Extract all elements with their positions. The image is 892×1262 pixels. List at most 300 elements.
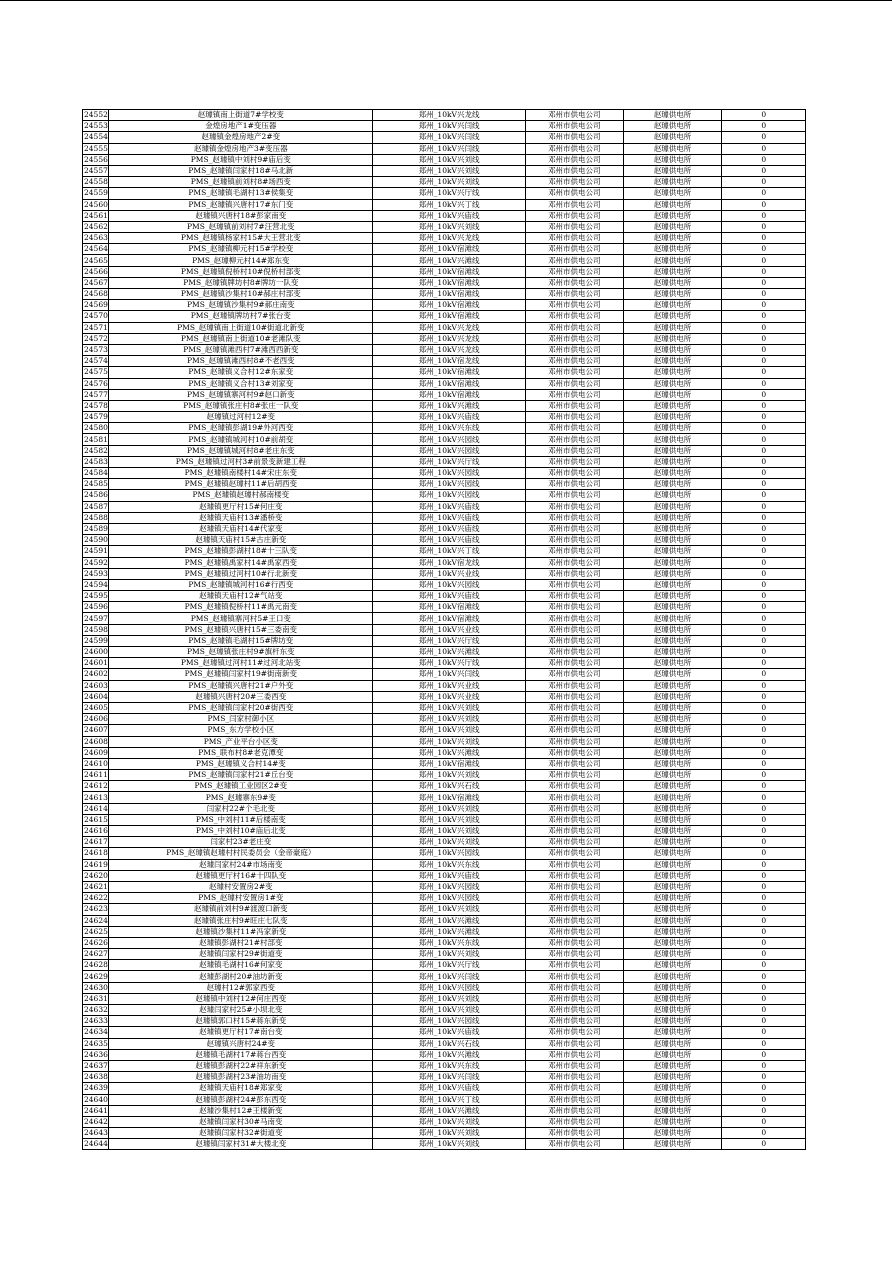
feeder-line-cell: 郑州_10kV兴滩线 [373, 647, 526, 658]
value-cell: 0 [722, 960, 806, 971]
transformer-name-cell: PMS_联布村8#老克潭变 [109, 747, 373, 758]
value-cell: 0 [722, 1072, 806, 1083]
transformer-name-cell: PMS_赵璩柳元村14#郑东变 [109, 255, 373, 266]
station-cell: 赵璩供电所 [623, 1027, 722, 1038]
table-row [83, 557, 806, 568]
value-cell: 0 [722, 479, 806, 490]
transformer-name-cell: 赵璩沙集村12#王楼新变 [109, 1105, 373, 1116]
company-cell: 邓州市供电公司 [525, 132, 623, 143]
feeder-line-cell: 郑州_10kV兴东线 [373, 423, 526, 434]
value-cell: 0 [722, 1038, 806, 1049]
company-cell: 邓州市供电公司 [525, 591, 623, 602]
row-id-cell: 24587 [84, 501, 108, 511]
row-id-cell: 24558 [84, 177, 108, 187]
station-cell: 赵璩供电所 [623, 165, 722, 176]
transformer-name-cell: PMS_赵璩镇工业园区2#变 [109, 781, 373, 792]
station-cell: 赵璩供电所 [623, 960, 722, 971]
table-row [83, 1016, 806, 1027]
table-row [83, 993, 806, 1004]
station-cell: 赵璩供电所 [623, 714, 722, 725]
station-cell: 赵璩供电所 [623, 669, 722, 680]
value-cell: 0 [722, 926, 806, 937]
station-cell: 赵璩供电所 [623, 658, 722, 669]
feeder-line-cell: 郑州_10kV兴刘线 [373, 725, 526, 736]
transformer-name-cell: 赵璩镇兴唐村18#彭家南变 [109, 210, 373, 221]
company-cell: 邓州市供电公司 [525, 669, 623, 680]
transformer-name-cell: 赵璩镇更厅村15#何庄变 [109, 501, 373, 512]
transformer-name-cell: 赵璩镇闫家村29#街道变 [109, 949, 373, 960]
table-row [83, 949, 806, 960]
company-cell: 邓州市供电公司 [525, 277, 623, 288]
value-cell: 0 [722, 904, 806, 915]
row-id-cell: 24586 [84, 490, 108, 500]
table-row [83, 1005, 806, 1016]
feeder-line-cell: 郑州_10kV兴园线 [373, 881, 526, 892]
company-cell: 邓州市供电公司 [525, 490, 623, 501]
station-cell: 赵璩供电所 [623, 971, 722, 982]
transformer-name-cell: PMS_赵璩镇过河村10#行北新变 [109, 568, 373, 579]
company-cell: 邓州市供电公司 [525, 311, 623, 322]
transformer-name-cell: 闫家村23#老庄变 [109, 837, 373, 848]
company-cell: 邓州市供电公司 [525, 143, 623, 154]
feeder-line-cell: 郑州_10kV兴园线 [373, 893, 526, 904]
table-row [83, 132, 806, 143]
transformer-name-cell: 赵璩镇更厅村17#南台变 [109, 1027, 373, 1038]
row-id-cell: 24563 [84, 233, 108, 243]
feeder-line-cell: 郑州_10kV兴闫线 [373, 669, 526, 680]
row-id-cell: 24560 [84, 199, 108, 209]
value-cell: 0 [722, 949, 806, 960]
transformer-name-cell: 赵璩镇金煌房地产2#变 [109, 132, 373, 143]
table-row [83, 635, 806, 646]
station-cell: 赵璩供电所 [623, 434, 722, 445]
row-id-cell: 24553 [84, 121, 108, 131]
table-row [83, 859, 806, 870]
table-row [83, 960, 806, 971]
company-cell: 邓州市供电公司 [525, 1116, 623, 1127]
value-cell: 0 [722, 110, 806, 121]
company-cell: 邓州市供电公司 [525, 859, 623, 870]
transformer-name-cell: PMS_东方学校小区 [109, 725, 373, 736]
feeder-line-cell: 郑州_10kV兴东线 [373, 859, 526, 870]
transformer-name-cell: PMS_赵璩村安置房1#变 [109, 893, 373, 904]
transformer-name-cell: 赵璩镇天庙村18#郑家变 [109, 1083, 373, 1094]
table-row [83, 289, 806, 300]
table-row [83, 792, 806, 803]
transformer-name-cell: 赵璩镇兴唐村20#三委西变 [109, 691, 373, 702]
transformer-name-cell: PMS_赵璩镇南上街道10#老滩队变 [109, 333, 373, 344]
row-id-cell: 24614 [84, 803, 108, 813]
company-cell: 邓州市供电公司 [525, 691, 623, 702]
station-cell: 赵璩供电所 [623, 1105, 722, 1116]
station-cell: 赵璩供电所 [623, 1005, 722, 1016]
feeder-line-cell: 郑州_10kV兴龙线 [373, 233, 526, 244]
station-cell: 赵璩供电所 [623, 400, 722, 411]
company-cell: 邓州市供电公司 [525, 244, 623, 255]
table-row [83, 1139, 806, 1150]
row-id-cell: 24611 [84, 770, 108, 780]
company-cell: 邓州市供电公司 [525, 814, 623, 825]
feeder-line-cell: 郑州_10kV兴刘线 [373, 1128, 526, 1139]
transformer-name-cell: PMS_赵璩镇南上街道10#街道北新变 [109, 322, 373, 333]
feeder-line-cell: 郑州_10kV兴园线 [373, 490, 526, 501]
row-id-cell: 24596 [84, 602, 108, 612]
row-id-cell: 24567 [84, 277, 108, 287]
transformer-name-cell: 闫家村22#个毛北变 [109, 803, 373, 814]
feeder-line-cell: 郑州_10kV兴刘线 [373, 904, 526, 915]
station-cell: 赵璩供电所 [623, 1060, 722, 1071]
feeder-line-cell: 郑州_10kV兴刘线 [373, 1139, 526, 1150]
table-row [83, 244, 806, 255]
transformer-name-cell: 赵璩镇兴唐村24#变 [109, 1038, 373, 1049]
value-cell: 0 [722, 792, 806, 803]
company-cell: 邓州市供电公司 [525, 468, 623, 479]
value-cell: 0 [722, 523, 806, 534]
station-cell: 赵璩供电所 [623, 1128, 722, 1139]
feeder-line-cell: 郑州_10kV兴园线 [373, 579, 526, 590]
value-cell: 0 [722, 557, 806, 568]
company-cell: 邓州市供电公司 [525, 915, 623, 926]
transformer-name-cell: PMS_赵璩镇毛湖村15#牌坊变 [109, 635, 373, 646]
station-cell: 赵璩供电所 [623, 1049, 722, 1060]
feeder-line-cell: 郑州_10kV兴刘线 [373, 1005, 526, 1016]
row-id-cell: 24564 [84, 244, 108, 254]
company-cell: 邓州市供电公司 [525, 535, 623, 546]
value-cell: 0 [722, 736, 806, 747]
transformer-name-cell: 赵璩镇天庙村15#古庄新变 [109, 535, 373, 546]
table-row [83, 535, 806, 546]
station-cell: 赵璩供电所 [623, 1094, 722, 1105]
value-cell: 0 [722, 747, 806, 758]
company-cell: 邓州市供电公司 [525, 993, 623, 1004]
value-cell: 0 [722, 165, 806, 176]
value-cell: 0 [722, 322, 806, 333]
company-cell: 邓州市供电公司 [525, 1094, 623, 1105]
feeder-line-cell: 郑州_10kV兴园线 [373, 848, 526, 859]
table-row [83, 937, 806, 948]
feeder-line-cell: 郑州_10kV兴龙线 [373, 110, 526, 121]
transformer-name-cell: PMS_赵璩镇彭湖19#外河西变 [109, 423, 373, 434]
table-row [83, 546, 806, 557]
feeder-line-cell: 郑州_10kV兴刘线 [373, 993, 526, 1004]
station-cell: 赵璩供电所 [623, 1016, 722, 1027]
row-id-cell: 24575 [84, 367, 108, 377]
feeder-line-cell: 郑州_10kV兴厅线 [373, 960, 526, 971]
transformer-name-cell: 赵璩镇彭湖村23#油坊南变 [109, 1072, 373, 1083]
company-cell: 邓州市供电公司 [525, 434, 623, 445]
value-cell: 0 [722, 702, 806, 713]
value-cell: 0 [722, 266, 806, 277]
row-id-cell: 24588 [84, 512, 108, 522]
value-cell: 0 [722, 1016, 806, 1027]
table-row [83, 904, 806, 915]
feeder-line-cell: 郑州_10kV兴业线 [373, 624, 526, 635]
table-row [83, 691, 806, 702]
transformer-name-cell: 赵璩镇郭口村15#蒋东新变 [109, 1016, 373, 1027]
row-id-cell: 24641 [84, 1105, 108, 1115]
company-cell: 邓州市供电公司 [525, 702, 623, 713]
transformer-name-cell: 赵璩镇闫家村30#马南变 [109, 1116, 373, 1127]
table-row [83, 434, 806, 445]
row-id-cell: 24592 [84, 557, 108, 567]
transformer-name-cell: 赵璩镇中刘村12#何庄西变 [109, 993, 373, 1004]
value-cell: 0 [722, 993, 806, 1004]
station-cell: 赵璩供电所 [623, 803, 722, 814]
value-cell: 0 [722, 121, 806, 132]
station-cell: 赵璩供电所 [623, 188, 722, 199]
value-cell: 0 [722, 210, 806, 221]
station-cell: 赵璩供电所 [623, 110, 722, 121]
feeder-line-cell: 郑州_10kV兴丁线 [373, 1094, 526, 1105]
transformer-name-cell: PMS_赵璩镇中刘村9#庙后变 [109, 154, 373, 165]
feeder-line-cell: 郑州_10kV兴庙线 [373, 512, 526, 523]
transformer-name-cell: PMS_中刘村10#庙后北变 [109, 826, 373, 837]
value-cell: 0 [722, 870, 806, 881]
company-cell: 邓州市供电公司 [525, 546, 623, 557]
page-top-rule [0, 0, 892, 1]
station-cell: 赵璩供电所 [623, 1038, 722, 1049]
station-cell: 赵璩供电所 [623, 210, 722, 221]
transformer-name-cell: 赵璩镇沙集村11#冯家新变 [109, 926, 373, 937]
value-cell: 0 [722, 233, 806, 244]
station-cell: 赵璩供电所 [623, 893, 722, 904]
row-id-cell: 24608 [84, 736, 108, 746]
table-row [83, 826, 806, 837]
feeder-line-cell: 郑州_10kV兴刘线 [373, 154, 526, 165]
transformer-name-cell: PMS_赵璩镇滩西村7#滩西西新变 [109, 344, 373, 355]
station-cell: 赵璩供电所 [623, 367, 722, 378]
station-cell: 赵璩供电所 [623, 356, 722, 367]
station-cell: 赵璩供电所 [623, 792, 722, 803]
table-row [83, 177, 806, 188]
company-cell: 邓州市供电公司 [525, 389, 623, 400]
company-cell: 邓州市供电公司 [525, 1027, 623, 1038]
table-row [83, 367, 806, 378]
feeder-line-cell: 郑州_10kV兴园线 [373, 1016, 526, 1027]
value-cell: 0 [722, 1060, 806, 1071]
station-cell: 赵璩供电所 [623, 557, 722, 568]
station-cell: 赵璩供电所 [623, 937, 722, 948]
transformer-name-cell: PMS_赵璩镇彭湖村18#十三队变 [109, 546, 373, 557]
transformer-name-cell: PMS_赵璩镇禹家村14#禹家西变 [109, 557, 373, 568]
table-row [83, 758, 806, 769]
value-cell: 0 [722, 635, 806, 646]
row-id-cell: 24566 [84, 266, 108, 276]
transformer-name-cell: 赵璩村安置房2#变 [109, 881, 373, 892]
station-cell: 赵璩供电所 [623, 244, 722, 255]
company-cell: 邓州市供电公司 [525, 971, 623, 982]
company-cell: 邓州市供电公司 [525, 199, 623, 210]
station-cell: 赵璩供电所 [623, 143, 722, 154]
row-id-cell: 24627 [84, 949, 108, 959]
row-id-cell: 24585 [84, 479, 108, 489]
station-cell: 赵璩供电所 [623, 915, 722, 926]
table-row [83, 468, 806, 479]
company-cell: 邓州市供电公司 [525, 758, 623, 769]
row-id-cell: 24603 [84, 680, 108, 690]
value-cell: 0 [722, 1083, 806, 1094]
value-cell: 0 [722, 613, 806, 624]
feeder-line-cell: 郑州_10kV兴滩线 [373, 747, 526, 758]
station-cell: 赵璩供电所 [623, 233, 722, 244]
row-id-cell: 24604 [84, 691, 108, 701]
transformer-name-cell: PMS_赵璩镇兴唐村21#户外变 [109, 680, 373, 691]
transformer-name-cell: 金煌房地产1#变压器 [109, 121, 373, 132]
row-id-cell: 24643 [84, 1128, 108, 1138]
row-id-cell: 24634 [84, 1027, 108, 1037]
company-cell: 邓州市供电公司 [525, 456, 623, 467]
station-cell: 赵璩供电所 [623, 781, 722, 792]
table-row [83, 1038, 806, 1049]
feeder-line-cell: 郑州_10kV兴庙线 [373, 501, 526, 512]
company-cell: 邓州市供电公司 [525, 725, 623, 736]
row-id-cell: 24561 [84, 210, 108, 220]
feeder-line-cell: 郑州_10kV兴闫线 [373, 971, 526, 982]
table-row [83, 747, 806, 758]
feeder-line-cell: 郑州_10kV兴园线 [373, 479, 526, 490]
value-cell: 0 [722, 881, 806, 892]
feeder-line-cell: 郑州_10kV宿滩线 [373, 277, 526, 288]
value-cell: 0 [722, 423, 806, 434]
value-cell: 0 [722, 445, 806, 456]
transformer-name-cell: 赵璩闫家村24#市场南变 [109, 859, 373, 870]
feeder-line-cell: 郑州_10kV兴滩线 [373, 1105, 526, 1116]
company-cell: 邓州市供电公司 [525, 579, 623, 590]
station-cell: 赵璩供电所 [623, 736, 722, 747]
station-cell: 赵璩供电所 [623, 680, 722, 691]
row-id-cell: 24636 [84, 1049, 108, 1059]
station-cell: 赵璩供电所 [623, 904, 722, 915]
station-cell: 赵璩供电所 [623, 1139, 722, 1150]
company-cell: 邓州市供电公司 [525, 960, 623, 971]
feeder-line-cell: 郑州_10kV兴庙线 [373, 535, 526, 546]
transformer-name-cell: PMS_赵璩镇城河村8#老庄东变 [109, 445, 373, 456]
feeder-line-cell: 郑州_10kV宿滩线 [373, 300, 526, 311]
station-cell: 赵璩供电所 [623, 1072, 722, 1083]
row-id-cell: 24624 [84, 915, 108, 925]
transformer-table [82, 109, 806, 1150]
row-id-cell: 24632 [84, 1005, 108, 1015]
value-cell: 0 [722, 378, 806, 389]
value-cell: 0 [722, 1128, 806, 1139]
company-cell: 邓州市供电公司 [525, 568, 623, 579]
company-cell: 邓州市供电公司 [525, 479, 623, 490]
row-id-cell: 24569 [84, 300, 108, 310]
station-cell: 赵璩供电所 [623, 546, 722, 557]
feeder-line-cell: 郑州_10kV兴园线 [373, 468, 526, 479]
row-id-cell: 24552 [84, 110, 108, 120]
station-cell: 赵璩供电所 [623, 266, 722, 277]
station-cell: 赵璩供电所 [623, 255, 722, 266]
table-row [83, 277, 806, 288]
row-id-cell: 24562 [84, 221, 108, 231]
company-cell: 邓州市供电公司 [525, 1049, 623, 1060]
table-row [83, 479, 806, 490]
row-id-cell: 24557 [84, 166, 108, 176]
transformer-name-cell: PMS_赵璩镇前刘村8#场西变 [109, 177, 373, 188]
row-id-cell: 24620 [84, 870, 108, 880]
value-cell: 0 [722, 333, 806, 344]
row-id-cell: 24628 [84, 960, 108, 970]
station-cell: 赵璩供电所 [623, 837, 722, 848]
table-row [83, 356, 806, 367]
feeder-line-cell: 郑州_10kV兴刘线 [373, 949, 526, 960]
feeder-line-cell: 郑州_10kV兴厅线 [373, 456, 526, 467]
station-cell: 赵璩供电所 [623, 758, 722, 769]
feeder-line-cell: 郑州_10kV兴园线 [373, 434, 526, 445]
transformer-name-cell: 赵璩镇金煌房地产3#变压器 [109, 143, 373, 154]
table-row [83, 736, 806, 747]
feeder-line-cell: 郑州_10kV兴石线 [373, 781, 526, 792]
table-row [83, 445, 806, 456]
value-cell: 0 [722, 826, 806, 837]
feeder-line-cell: 郑州_10kV兴业线 [373, 680, 526, 691]
table-row [83, 1116, 806, 1127]
table-row [83, 165, 806, 176]
transformer-name-cell: 赵璩闫家村25#小坝北变 [109, 1005, 373, 1016]
table-row [83, 210, 806, 221]
transformer-name-cell: PMS_赵璩镇寨河村5#王口变 [109, 613, 373, 624]
value-cell: 0 [722, 1105, 806, 1116]
company-cell: 邓州市供电公司 [525, 803, 623, 814]
feeder-line-cell: 郑州_10kV宿滩线 [373, 266, 526, 277]
value-cell: 0 [722, 591, 806, 602]
transformer-name-cell: 赵璩镇天庙村13#潘桥变 [109, 512, 373, 523]
station-cell: 赵璩供电所 [623, 691, 722, 702]
value-cell: 0 [722, 915, 806, 926]
feeder-line-cell: 郑州_10kV兴龙线 [373, 333, 526, 344]
company-cell: 邓州市供电公司 [525, 926, 623, 937]
table-row [83, 714, 806, 725]
transformer-name-cell: PMS_赵璩镇牌坊村7#张台变 [109, 311, 373, 322]
transformer-name-cell: PMS_赵璩镇沙集村10#郝庄村部变 [109, 289, 373, 300]
row-id-cell: 24630 [84, 982, 108, 992]
row-id-cell: 24610 [84, 758, 108, 768]
row-id-cell: 24559 [84, 188, 108, 198]
row-id-cell: 24635 [84, 1038, 108, 1048]
table-row [83, 389, 806, 400]
station-cell: 赵璩供电所 [623, 949, 722, 960]
table-row [83, 624, 806, 635]
station-cell: 赵璩供电所 [623, 982, 722, 993]
row-id-cell: 24565 [84, 255, 108, 265]
feeder-line-cell: 郑州_10kV兴刘线 [373, 702, 526, 713]
feeder-line-cell: 郑州_10kV兴闫线 [373, 1072, 526, 1083]
table-row [83, 568, 806, 579]
table-row [83, 915, 806, 926]
station-cell: 赵璩供电所 [623, 613, 722, 624]
transformer-name-cell: PMS_赵璩镇柳元村15#学校变 [109, 244, 373, 255]
value-cell: 0 [722, 289, 806, 300]
company-cell: 邓州市供电公司 [525, 300, 623, 311]
transformer-name-cell: PMS_赵璩镇兴唐村17#东门变 [109, 199, 373, 210]
table-row [83, 300, 806, 311]
station-cell: 赵璩供电所 [623, 725, 722, 736]
row-id-cell: 24638 [84, 1072, 108, 1082]
feeder-line-cell: 郑州_10kV兴刘线 [373, 221, 526, 232]
value-cell: 0 [722, 311, 806, 322]
feeder-line-cell: 郑州_10kV兴刘线 [373, 770, 526, 781]
table-row [83, 770, 806, 781]
station-cell: 赵璩供电所 [623, 881, 722, 892]
table-row [83, 412, 806, 423]
transformer-name-cell: PMS_赵璩镇张庄村8#张庄一队变 [109, 400, 373, 411]
table-row [83, 647, 806, 658]
table-row [83, 121, 806, 132]
station-cell: 赵璩供电所 [623, 456, 722, 467]
feeder-line-cell: 郑州_10kV兴龙线 [373, 322, 526, 333]
row-id-cell: 24568 [84, 289, 108, 299]
